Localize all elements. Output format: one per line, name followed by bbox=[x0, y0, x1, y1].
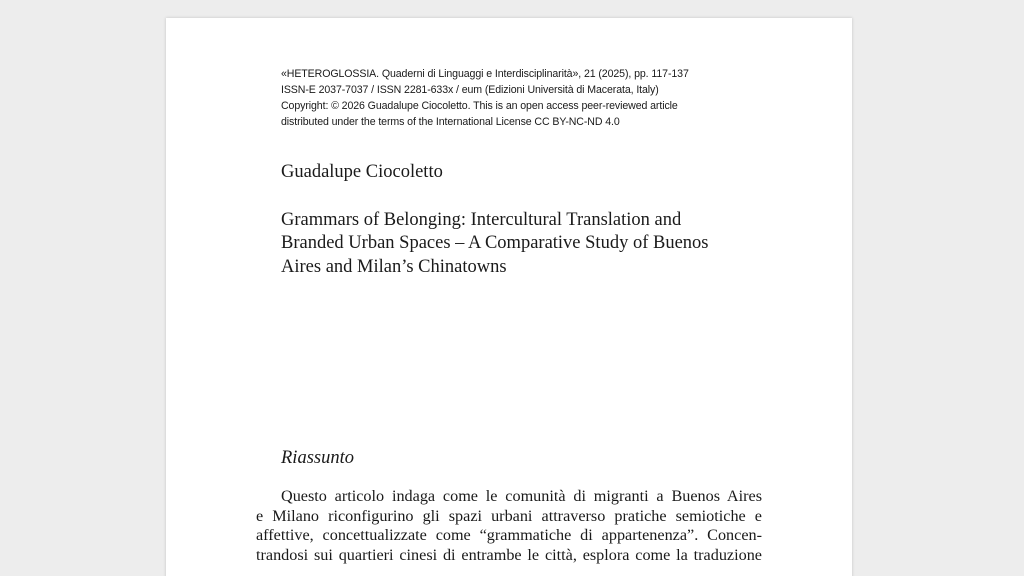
license-line: distributed under the terms of the International License CC BY-NC-ND 4.0 bbox=[281, 116, 620, 128]
article-title-line: Branded Urban Spaces – A Comparative Study of Buenos bbox=[281, 233, 709, 254]
abstract-body bbox=[256, 487, 762, 565]
journal-header bbox=[281, 66, 751, 130]
journal-citation-line: «HETEROGLOSSIA. Quaderni di Linguaggi e Interdisciplinarità», 21 (2025), pp. 117-137 bbox=[281, 68, 689, 80]
article-title-line: Aires and Milan’s Chinatowns bbox=[281, 256, 507, 277]
abstract-line: Questo articolo indaga come le comunità di migranti a Buenos Aires bbox=[281, 487, 762, 505]
abstract-line: trandosi sui quartieri cinesi di entrambe le città, esplora come la traduzione bbox=[256, 545, 762, 564]
abstract-line: affettive, concettualizzate come “grammatiche di appartenenza”. Concen- bbox=[256, 526, 762, 544]
author-name: Guadalupe Ciocoletto bbox=[281, 162, 443, 182]
abstract-line: e Milano riconfigurino gli spazi urbani attraverso pratiche semiotiche e bbox=[256, 506, 762, 525]
abstract-heading: Riassunto bbox=[281, 448, 354, 468]
issn-line: ISSN-E 2037-7037 / ISSN 2281-633x / eum (Edizioni Università di Macerata, Italy) bbox=[281, 84, 659, 96]
document-page bbox=[166, 18, 852, 576]
article-title bbox=[281, 209, 751, 279]
copyright-line: Copyright: © 2026 Guadalupe Ciocoletto. This is an open access peer-reviewed article bbox=[281, 100, 678, 112]
article-title-line: Grammars of Belonging: Intercultural Translation and bbox=[281, 210, 682, 230]
